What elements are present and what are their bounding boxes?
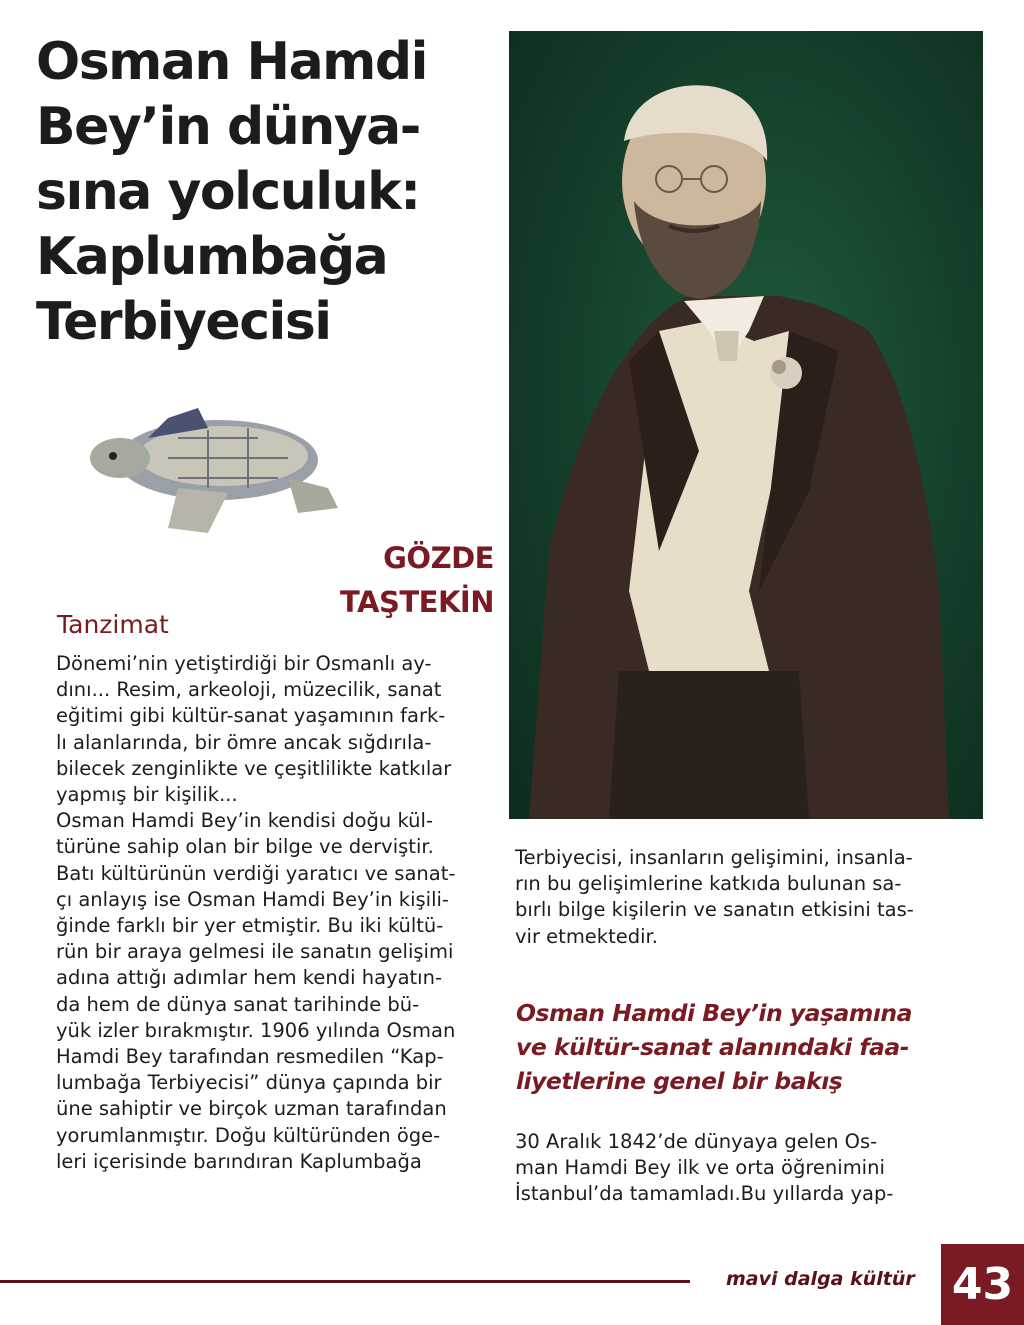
text-line: yük izler bırakmıştır. 1906 yılında Osman [56, 1018, 456, 1042]
magazine-name: mavi dalga kültür [726, 1268, 915, 1290]
text-line: Terbiyecisi, insanların gelişimini, insanla- [515, 846, 913, 869]
text-line: Batı kültürünün verdiği yaratıcı ve sanat- [56, 861, 456, 885]
text-line: vir etmektedir. [515, 924, 658, 948]
portrait-illustration [509, 31, 983, 819]
portrait-photo [509, 31, 983, 819]
text-line: çı anlayış ise Osman Hamdi Bey’in kişili- [56, 887, 449, 911]
text-line: da hem de dünya sanat tarihinde bü- [56, 992, 420, 1016]
author-name [340, 536, 494, 624]
text-line: ğinde farklı bir yer etmiştir. Bu iki kültü- [56, 914, 444, 938]
text-line: adına attığı adımlar hem kendi hayatın- [56, 966, 442, 990]
left-column-text [56, 651, 506, 1175]
text-line: yorumlanmıştır. Doğu kültüründen öge- [56, 1123, 441, 1147]
text-line: rün bir araya gelmesi ile sanatın gelişimi [56, 940, 454, 964]
title-line: sına yolculuk: [36, 162, 420, 222]
text-line: Hamdi Bey tarafından resmedilen “Kap- [56, 1045, 444, 1069]
text-line: lı alanlarında, bir ömre ancak sığdırıla- [56, 730, 432, 754]
text-line: Dönemi’nin yetiştirdiği bir Osmanlı ay- [56, 652, 432, 675]
text-line: türüne sahip olan bir bilge ve derviştir. [56, 835, 434, 859]
right-column-text-continued [515, 1129, 975, 1208]
lead-word: Tanzimat [57, 610, 169, 639]
title-line: Bey’in dünya- [36, 97, 420, 157]
text-line: 30 Aralık 1842’de dünyaya gelen Os- [515, 1130, 878, 1153]
author-last: TAŞTEKİN [340, 585, 494, 619]
turtle-icon [58, 398, 348, 546]
author-first: GÖZDE [383, 541, 494, 575]
text-line: man Hamdi Bey ilk ve orta öğrenimini [515, 1156, 885, 1180]
text-line: dını... Resim, arkeoloji, müzecilik, sanat [56, 678, 442, 702]
text-line: bırlı bilge kişilerin ve sanatın etkisini tas- [515, 898, 914, 922]
text-line: yapmış bir kişilik... [56, 783, 238, 807]
section-subheading [516, 996, 912, 1098]
text-line: Osman Hamdi Bey’in kendisi doğu kül- [56, 809, 433, 833]
title-line: Kaplumbağa [36, 227, 388, 287]
page-number: 43 [941, 1244, 1024, 1325]
article-title [36, 30, 496, 355]
text-line: üne sahiptir ve birçok uzman tarafından [56, 1097, 447, 1121]
footer-divider [0, 1280, 690, 1283]
text-line: rın bu gelişimlerine katkıda bulunan sa- [515, 872, 902, 896]
text-line: eğitimi gibi kültür-sanat yaşamının fark- [56, 704, 446, 728]
subheading-line: Osman Hamdi Bey’in yaşamına [516, 999, 913, 1027]
title-line: Terbiyecisi [36, 292, 331, 352]
right-column-text [515, 845, 975, 950]
subheading-line: ve kültür-sanat alanındaki faa- [516, 1033, 910, 1061]
text-line: bilecek zenginlikte ve çeşitlilikte katkılar [56, 756, 452, 780]
text-line: İstanbul’da tamamladı.Bu yıllarda yap- [515, 1182, 894, 1206]
title-line: Osman Hamdi [36, 32, 427, 92]
turtle-illustration [58, 398, 348, 546]
subheading-line: liyetlerine genel bir bakış [516, 1067, 843, 1095]
text-line: leri içerisinde barındıran Kaplumbağa [56, 1149, 422, 1173]
text-line: lumbağa Terbiyecisi” dünya çapında bir [56, 1071, 442, 1095]
